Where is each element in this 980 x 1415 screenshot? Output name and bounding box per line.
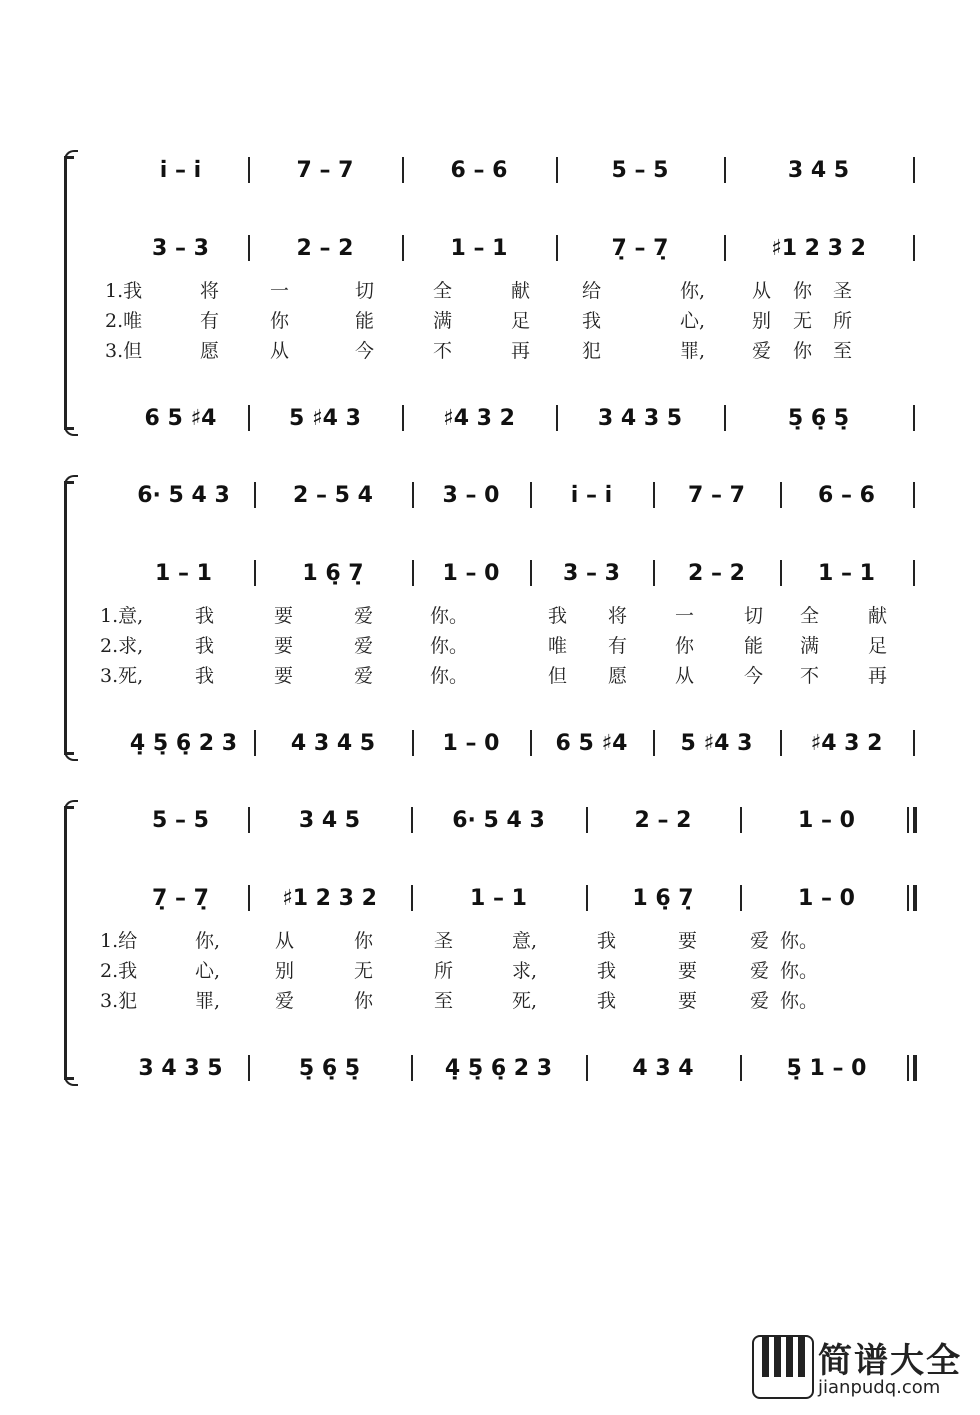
bar-line xyxy=(412,560,414,586)
lyric-line-verse-1 xyxy=(0,276,980,304)
bar-line xyxy=(586,1055,588,1081)
bar-line xyxy=(913,730,915,756)
measure: 7̣ – 7̣ xyxy=(611,235,669,261)
measure: 6 – 6 xyxy=(818,482,875,508)
lyric-word: 满 xyxy=(800,635,820,657)
measure: 1 – 1 xyxy=(818,560,875,586)
lyric-word: 能 xyxy=(744,635,764,657)
lyric-word: 你。 xyxy=(430,605,469,627)
lyric-word: 我 xyxy=(597,990,617,1012)
lyric-word: 至 xyxy=(833,340,853,362)
bar-line xyxy=(402,235,404,261)
measure: 1 – 1 xyxy=(470,885,527,911)
measure: ♯4 3 2 xyxy=(810,730,883,756)
score-system xyxy=(0,800,980,1080)
bar-line xyxy=(780,730,782,756)
bar-line xyxy=(402,405,404,431)
bar-line xyxy=(530,482,532,508)
bar-line xyxy=(556,157,558,183)
lyric-word: 献 xyxy=(511,280,531,302)
lyric-word: 爱 xyxy=(750,990,770,1012)
lyric-word: 你。 xyxy=(780,960,819,982)
measure: ♯4 3 2 xyxy=(443,405,515,431)
bar-line xyxy=(411,807,413,833)
lyric-word: 从 xyxy=(752,280,772,302)
bass-part-row xyxy=(0,401,980,435)
lyric-word: 3.犯 xyxy=(100,990,138,1012)
measure: 3 – 3 xyxy=(152,235,209,261)
lyric-word: 但 xyxy=(548,665,568,687)
measure: 5̣ 6̣ 5̣ xyxy=(298,1055,361,1081)
measure: 7 – 7 xyxy=(296,157,354,183)
measure: 4̣ 5̣ 6̣ 2 3 xyxy=(444,1055,553,1081)
lyric-word: 从 xyxy=(675,665,695,687)
bar-line xyxy=(248,885,250,911)
measure: 4̣ 5̣ 6̣ 2 3 xyxy=(129,730,238,756)
measure: 4 3 4 xyxy=(632,1055,694,1081)
lyric-word: 全 xyxy=(800,605,820,627)
bass-part-row xyxy=(0,1051,980,1085)
lyric-word: 一 xyxy=(675,605,695,627)
lyric-word: 不 xyxy=(433,340,453,362)
measure: 3 – 3 xyxy=(563,560,620,586)
measure: 1 – 1 xyxy=(450,235,508,261)
measure: 2 – 2 xyxy=(634,807,692,833)
measure: 1 – 0 xyxy=(442,730,500,756)
lyric-word: 罪, xyxy=(680,340,706,362)
measure: 1 6̣ 7̣ xyxy=(302,560,364,586)
bar-line xyxy=(248,157,250,183)
bar-line xyxy=(586,885,588,911)
lyric-word: 爱 xyxy=(354,605,374,627)
bar-line xyxy=(402,157,404,183)
lyric-word: 有 xyxy=(200,310,220,332)
measure: 3 4 3 5 xyxy=(138,1055,223,1081)
lyric-word: 要 xyxy=(274,665,294,687)
lyric-word: 唯 xyxy=(548,635,568,657)
lyric-word: 再 xyxy=(511,340,531,362)
measure: 6 5 ♯4 xyxy=(144,405,217,431)
lyric-word: 今 xyxy=(744,665,764,687)
logo-title: 简谱大全 xyxy=(818,1341,962,1381)
measure: 4 3 4 5 xyxy=(290,730,376,756)
bar-line xyxy=(586,807,588,833)
bar-line xyxy=(913,235,915,261)
lyric-word: 你。 xyxy=(780,990,819,1012)
bar-line xyxy=(254,560,256,586)
lyric-word: 我 xyxy=(195,605,215,627)
measure: 2 – 5 4 xyxy=(293,482,373,508)
bar-line xyxy=(254,730,256,756)
lyric-word: 你 xyxy=(270,310,290,332)
lyric-word: 足 xyxy=(868,635,888,657)
lyric-word: 你。 xyxy=(780,930,819,952)
lyric-word: 你。 xyxy=(430,665,469,687)
lyric-word: 要 xyxy=(678,960,698,982)
lyric-word: 你, xyxy=(680,280,706,302)
measure: 1 – 0 xyxy=(798,885,855,911)
measure: 6 5 ♯4 xyxy=(555,730,628,756)
lyric-word: 今 xyxy=(355,340,375,362)
bar-line xyxy=(556,235,558,261)
measure: 3 4 5 xyxy=(298,807,361,833)
lyric-word: 能 xyxy=(355,310,375,332)
lyric-word: 2.我 xyxy=(100,960,138,982)
score-system xyxy=(0,150,980,430)
measure: ♯1 2 3 2 xyxy=(282,885,377,911)
measure: i̇ – i̇ xyxy=(159,157,202,183)
lyric-line-verse-3 xyxy=(0,336,980,364)
soprano-part-row xyxy=(0,803,980,837)
measure: 5̣ 6̣ 5̣ xyxy=(787,405,850,431)
measure: 7 – 7 xyxy=(688,482,745,508)
final-bar-line xyxy=(913,807,917,833)
lyric-word: 你。 xyxy=(430,635,469,657)
lyric-word: 再 xyxy=(868,665,888,687)
lyric-word: 2.唯 xyxy=(105,310,143,332)
bar-line xyxy=(411,1055,413,1081)
lyric-word: 你 xyxy=(354,930,374,952)
lyric-word: 将 xyxy=(608,605,628,627)
logo-url: jianpudq.com xyxy=(818,1377,941,1398)
lyric-word: 3.死, xyxy=(100,665,144,687)
lyric-word: 一 xyxy=(270,280,290,302)
lyric-word: 要 xyxy=(274,605,294,627)
measure: 5 ♯4 3 xyxy=(680,730,753,756)
bar-line xyxy=(556,405,558,431)
piano-keys-icon xyxy=(752,1335,814,1399)
measure: 3 4 5 xyxy=(787,157,850,183)
bar-line xyxy=(724,405,726,431)
lyric-word: 3.但 xyxy=(105,340,143,362)
lyric-word: 你, xyxy=(195,930,221,952)
measure: 2 – 2 xyxy=(296,235,354,261)
lyric-word: 献 xyxy=(868,605,888,627)
bar-line xyxy=(913,560,915,586)
bar-line xyxy=(740,885,742,911)
lyric-word: 我 xyxy=(548,605,568,627)
lyric-word: 别 xyxy=(752,310,772,332)
lyric-word: 你 xyxy=(675,635,695,657)
bar-line xyxy=(653,482,655,508)
alto-part-row xyxy=(0,556,980,590)
measure: 3 4 3 5 xyxy=(597,405,683,431)
bar-line xyxy=(724,157,726,183)
measure: i̇ – i̇ xyxy=(570,482,613,508)
lyric-word: 1.我 xyxy=(105,280,143,302)
measure: 5 ♯4 3 xyxy=(289,405,361,431)
lyric-word: 我 xyxy=(597,960,617,982)
lyric-word: 愿 xyxy=(608,665,628,687)
lyric-word: 我 xyxy=(195,665,215,687)
bar-line xyxy=(248,1055,250,1081)
bass-part-row xyxy=(0,726,980,760)
lyric-word: 有 xyxy=(608,635,628,657)
bar-line xyxy=(740,807,742,833)
bar-line xyxy=(412,730,414,756)
final-bar-line xyxy=(913,1055,917,1081)
lyric-word: 你 xyxy=(354,990,374,1012)
lyric-word: 你 xyxy=(793,340,813,362)
bar-line xyxy=(254,482,256,508)
lyric-line-verse-2 xyxy=(0,306,980,334)
lyric-word: 至 xyxy=(434,990,454,1012)
bar-line xyxy=(780,482,782,508)
lyric-word: 爱 xyxy=(752,340,772,362)
lyric-word: 无 xyxy=(793,310,813,332)
lyric-word: 你 xyxy=(793,280,813,302)
lyric-word: 爱 xyxy=(275,990,295,1012)
lyric-word: 圣 xyxy=(833,280,853,302)
score-system xyxy=(0,475,980,755)
lyric-word: 1.意, xyxy=(100,605,144,627)
lyric-word: 1.给 xyxy=(100,930,138,952)
soprano-part-row xyxy=(0,153,980,187)
site-logo[interactable] xyxy=(752,1333,974,1405)
measure: 1 – 0 xyxy=(442,560,500,586)
bar-line xyxy=(412,482,414,508)
measure: 3 – 0 xyxy=(442,482,500,508)
measure: 5 – 5 xyxy=(152,807,209,833)
bar-line xyxy=(724,235,726,261)
lyric-word: 犯 xyxy=(582,340,602,362)
bar-line xyxy=(530,560,532,586)
lyric-word: 无 xyxy=(354,960,374,982)
lyric-line-verse-1 xyxy=(0,926,980,954)
lyric-word: 我 xyxy=(597,930,617,952)
bar-line xyxy=(740,1055,742,1081)
bar-line xyxy=(248,235,250,261)
bar-line xyxy=(913,482,915,508)
measure: 5 – 5 xyxy=(611,157,669,183)
lyric-word: 要 xyxy=(678,930,698,952)
bar-line xyxy=(411,885,413,911)
measure: 6· 5 4 3 xyxy=(452,807,545,833)
bar-line xyxy=(653,560,655,586)
lyric-word: 不 xyxy=(800,665,820,687)
lyric-word: 满 xyxy=(433,310,453,332)
lyric-word: 所 xyxy=(434,960,454,982)
measure: 1 – 0 xyxy=(798,807,855,833)
measure: 5̣ 1 – 0 xyxy=(786,1055,867,1081)
measure: 6 – 6 xyxy=(450,157,508,183)
measure: ♯1 2 3 2 xyxy=(771,235,866,261)
lyric-word: 我 xyxy=(195,635,215,657)
lyric-word: 意, xyxy=(512,930,538,952)
lyric-word: 足 xyxy=(511,310,531,332)
lyric-word: 爱 xyxy=(750,960,770,982)
alto-part-row xyxy=(0,881,980,915)
lyric-word: 给 xyxy=(582,280,602,302)
lyric-word: 切 xyxy=(744,605,764,627)
lyric-word: 切 xyxy=(355,280,375,302)
measure: 1 6̣ 7̣ xyxy=(632,885,694,911)
lyric-word: 死, xyxy=(512,990,538,1012)
lyric-line-verse-3 xyxy=(0,661,980,689)
measure: 1 – 1 xyxy=(155,560,212,586)
bar-line xyxy=(780,560,782,586)
lyric-word: 2.求, xyxy=(100,635,144,657)
lyric-word: 要 xyxy=(678,990,698,1012)
lyric-word: 别 xyxy=(275,960,295,982)
lyric-word: 愿 xyxy=(200,340,220,362)
lyric-word: 求, xyxy=(512,960,538,982)
bar-line xyxy=(248,807,250,833)
lyric-line-verse-2 xyxy=(0,631,980,659)
lyric-word: 爱 xyxy=(354,635,374,657)
bar-line xyxy=(913,157,915,183)
bar-line xyxy=(248,405,250,431)
lyric-word: 我 xyxy=(582,310,602,332)
lyric-word: 爱 xyxy=(354,665,374,687)
bar-line xyxy=(530,730,532,756)
lyric-word: 心, xyxy=(680,310,706,332)
alto-part-row xyxy=(0,231,980,265)
measure: 7̣ – 7̣ xyxy=(152,885,209,911)
lyric-word: 心, xyxy=(195,960,221,982)
lyric-word: 圣 xyxy=(434,930,454,952)
lyric-word: 所 xyxy=(833,310,853,332)
lyric-line-verse-1 xyxy=(0,601,980,629)
measure: 2 – 2 xyxy=(688,560,745,586)
lyric-word: 从 xyxy=(275,930,295,952)
lyric-line-verse-3 xyxy=(0,986,980,1014)
measure: 6· 5 4 3 xyxy=(137,482,230,508)
lyric-line-verse-2 xyxy=(0,956,980,984)
lyric-word: 将 xyxy=(200,280,220,302)
final-bar-line xyxy=(913,885,917,911)
bar-line xyxy=(653,730,655,756)
lyric-word: 要 xyxy=(274,635,294,657)
bar-line xyxy=(913,405,915,431)
lyric-word: 罪, xyxy=(195,990,221,1012)
lyric-word: 爱 xyxy=(750,930,770,952)
lyric-word: 全 xyxy=(433,280,453,302)
soprano-part-row xyxy=(0,478,980,512)
lyric-word: 从 xyxy=(270,340,290,362)
